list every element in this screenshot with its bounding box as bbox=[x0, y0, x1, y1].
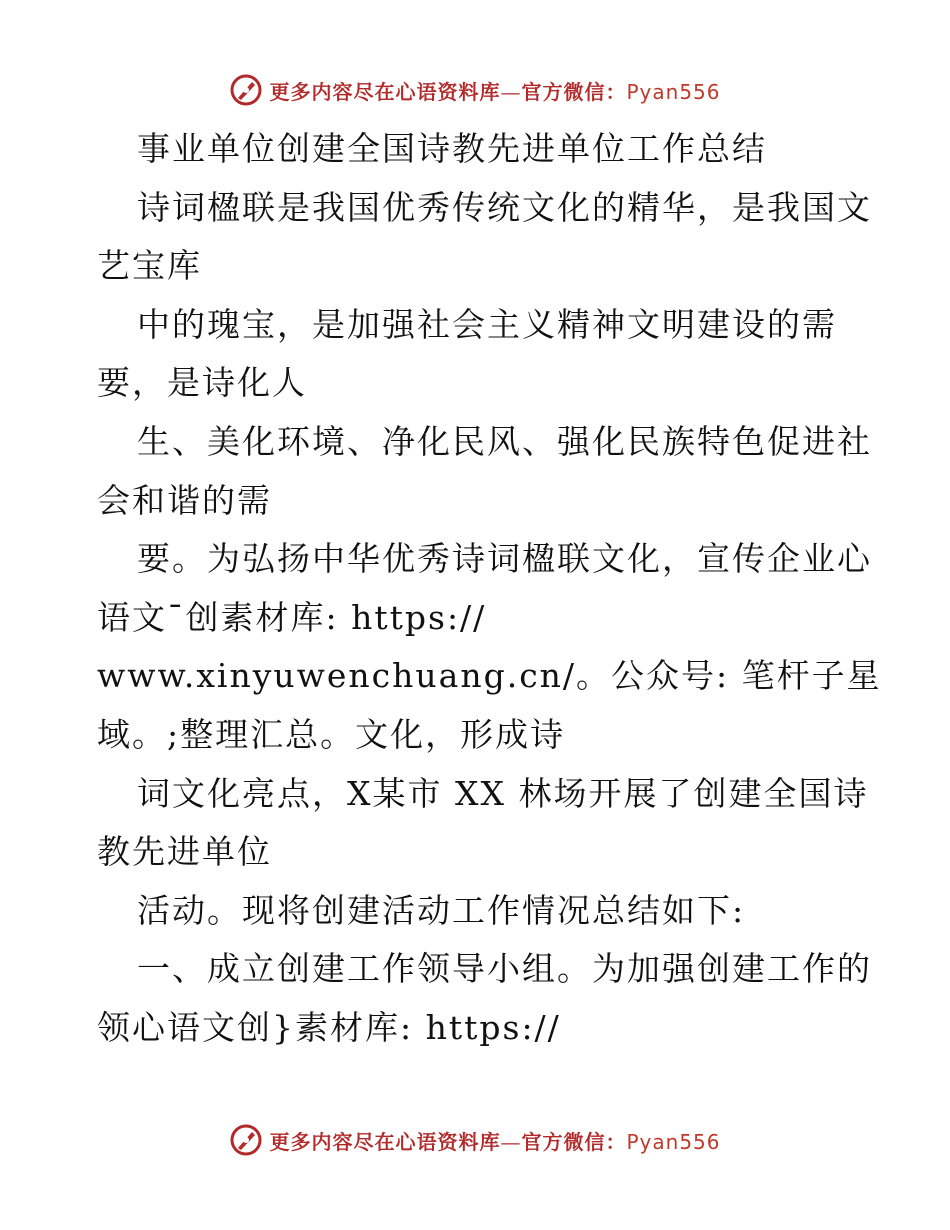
paragraph-line: 域。;整理汇总。文化，形成诗 bbox=[97, 714, 566, 754]
header-banner bbox=[0, 70, 950, 110]
paragraph-line: 艺宝库 bbox=[97, 246, 202, 286]
paragraph-line: 要。为弘扬中华优秀诗词楹联文化，宣传企业心 bbox=[137, 539, 872, 579]
pen-logo-icon bbox=[229, 1123, 263, 1157]
banner-text: 更多内容尽在心语资料库—官方微信：Pyan556 bbox=[269, 79, 721, 104]
paragraph-line: 诗词楹联是我国优秀传统文化的精华，是我国文 bbox=[137, 187, 872, 227]
paragraph-line: 中的瑰宝，是加强社会主义精神文明建设的需 bbox=[137, 304, 837, 344]
document-body bbox=[97, 120, 882, 1058]
paragraph-line: 教先进单位 bbox=[97, 832, 272, 872]
banner-text: 更多内容尽在心语资料库—官方微信：Pyan556 bbox=[269, 1129, 721, 1154]
paragraph-line: 会和谐的需 bbox=[97, 480, 272, 520]
paragraph-line: 领心语文创}素材库: https:// bbox=[97, 1007, 561, 1047]
paragraph-line: 一、成立创建工作领导小组。为加强创建工作的 bbox=[137, 949, 872, 989]
paragraph-line: 语文¯创素材库: https:// bbox=[97, 597, 487, 637]
footer-banner bbox=[0, 1120, 950, 1160]
paragraph-line: 词文化亮点，X某市 XX 林场开展了创建全国诗 bbox=[137, 773, 869, 813]
paragraph-line: 生、美化环境、净化民风、强化民族特色促进社 bbox=[137, 421, 872, 461]
paragraph-line: 活动。现将创建活动工作情况总结如下: bbox=[137, 890, 746, 930]
paragraph-line: www.xinyuwenchuang.cn/。公众号: 笔杆子星 bbox=[97, 656, 882, 696]
pen-logo-icon bbox=[229, 73, 263, 107]
document-title: 事业单位创建全国诗教先进单位工作总结 bbox=[137, 129, 767, 168]
paragraph-line: 要，是诗化人 bbox=[97, 363, 307, 403]
